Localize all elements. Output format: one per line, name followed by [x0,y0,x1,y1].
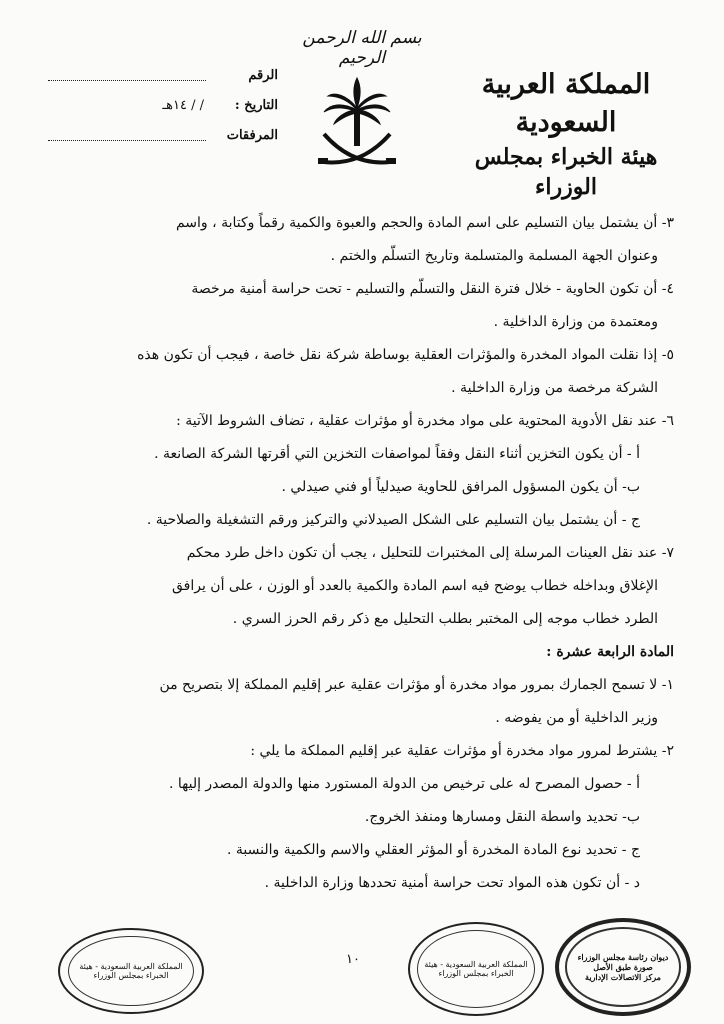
clause-5-line-2: الشركة مرخصة من وزارة الداخلية . [451,380,658,396]
certified-copy-stamp-inner [565,927,682,1007]
article-14-clause-2-line-1: ٢- يشترط لمرور مواد مخدرة أو مؤثرات عقلية عبر إقليم المملكة ما يلي : [250,743,674,759]
authority-stamp-center-inner [417,930,535,1008]
clause-7-line-3: الطرد خطاب موجه إلى المختبر بطلب التحليل مع ذكر رقم الحرز السري . [232,611,658,627]
clause-6-item-c: ج - أن يشتمل بيان التسليم على الشكل الصيدلاني والتركيز ورقم التشغيلة والصلاحية . [146,512,640,528]
clause-4-line-2: ومعتمدة من وزارة الداخلية . [493,314,658,330]
ref-number-row [48,68,278,98]
article-14-heading: المادة الرابعة عشرة : [546,644,674,660]
date-label: التاريخ : [234,98,278,113]
certified-copy-stamp-line-3: مركز الاتصالات الإدارية [585,972,661,982]
authority-stamp-left-inner [68,936,195,1007]
authority-stamp-center [408,922,544,1016]
article-14-clause-2-item-a: أ - حصول المصرح له على ترخيص من الدولة المستورد منها والدولة المصدر إليها . [168,776,640,792]
clause-6-line-1: ٦- عند نقل الأدوية المحتوية على مواد مخدرة أو مؤثرات عقلية ، تضاف الشروط الآتية : [176,413,674,429]
basmala: بسم الله الرحمن الرحيم [302,28,422,68]
attachments-row [48,128,278,158]
kingdom-name: المملكة العربية السعودية [481,69,651,138]
authority-stamp-left-text: المملكة العربية السعودية - هيئة الخبراء بمجلس الوزراء [79,962,183,980]
article-14-clause-2-item-c: ج - تحديد نوع المادة المخدرة أو المؤثر العقلي والاسم والكمية والنسبة . [226,842,640,858]
clause-6-item-a: أ - أن يكون التخزين أثناء النقل وفقاً لمواصفات التخزين التي أقرتها الشركة الصانعة . [154,446,640,462]
page-number: ١٠ [346,952,360,967]
clause-3-line-2: وعنوان الجهة المسلمة والمتسلمة وتاريخ التسلّم والختم . [330,248,658,264]
authority-stamp-left [58,928,204,1014]
certified-copy-stamp-line-1: ديوان رئاسة مجلس الوزراء [577,952,669,962]
palm-swords-emblem-icon [312,74,402,174]
clause-7-line-2: الإغلاق وبداخله خطاب يوضح فيه اسم المادة والكمية بالعدد أو الوزن ، على أن يرافق [171,578,658,594]
authority-stamp-center-text: المملكة العربية السعودية - هيئة الخبراء بمجلس الوزراء [424,960,528,978]
certified-copy-stamp [555,918,691,1016]
clause-5-line-1: ٥- إذا نقلت المواد المخدرة والمؤثرات العقلية بوساطة شركة نقل خاصة ، فيجب أن تكون هذه [137,347,674,363]
clause-7-line-1: ٧- عند نقل العينات المرسلة إلى المختبرات للتحليل ، يجب أن تكون داخل طرد محكم [186,545,674,561]
reference-fields [48,68,278,158]
article-14-clause-1-line-1: ١- لا تسمح الجمارك بمرور مواد مخدرة أو مؤثرات عقلية عبر إقليم المملكة إلا بتصريح من [159,677,674,693]
letterhead-title [446,66,686,202]
ref-number-line [48,80,206,81]
article-14-clause-2-item-d: د - أن تكون هذه المواد تحت حراسة أمنية تحددها وزارة الداخلية . [264,875,640,891]
clause-4-line-1: ٤- أن تكون الحاوية - خلال فترة النقل والتسلّم والتسليم - تحت حراسة أمنية مرخصة [191,281,674,297]
article-14-clause-1-line-2: وزير الداخلية أو من يفوضه . [495,710,658,726]
ref-number-label: الرقم [248,68,278,83]
clause-3-line-1: ٣- أن يشتمل بيان التسليم على اسم المادة والحجم والعبوة والكمية رقماً وكتابة ، واسم [175,215,674,231]
document-body [46,207,674,900]
date-row [48,98,278,128]
article-14-clause-2-item-b: ب- تحديد واسطة النقل ومسارها ومنفذ الخروج. [364,809,640,825]
attachments-line [48,140,206,141]
authority-name: هيئة الخبراء بمجلس الوزراء [474,144,658,200]
date-value: / / ١٤هـ [162,98,204,113]
clause-6-item-b: ب- أن يكون المسؤول المرافق للحاوية صيدلياً أو فني صيدلي . [281,479,640,495]
certified-copy-stamp-line-2: صورة طبق الأصل [593,962,653,972]
attachments-label: المرفقات [226,128,278,143]
